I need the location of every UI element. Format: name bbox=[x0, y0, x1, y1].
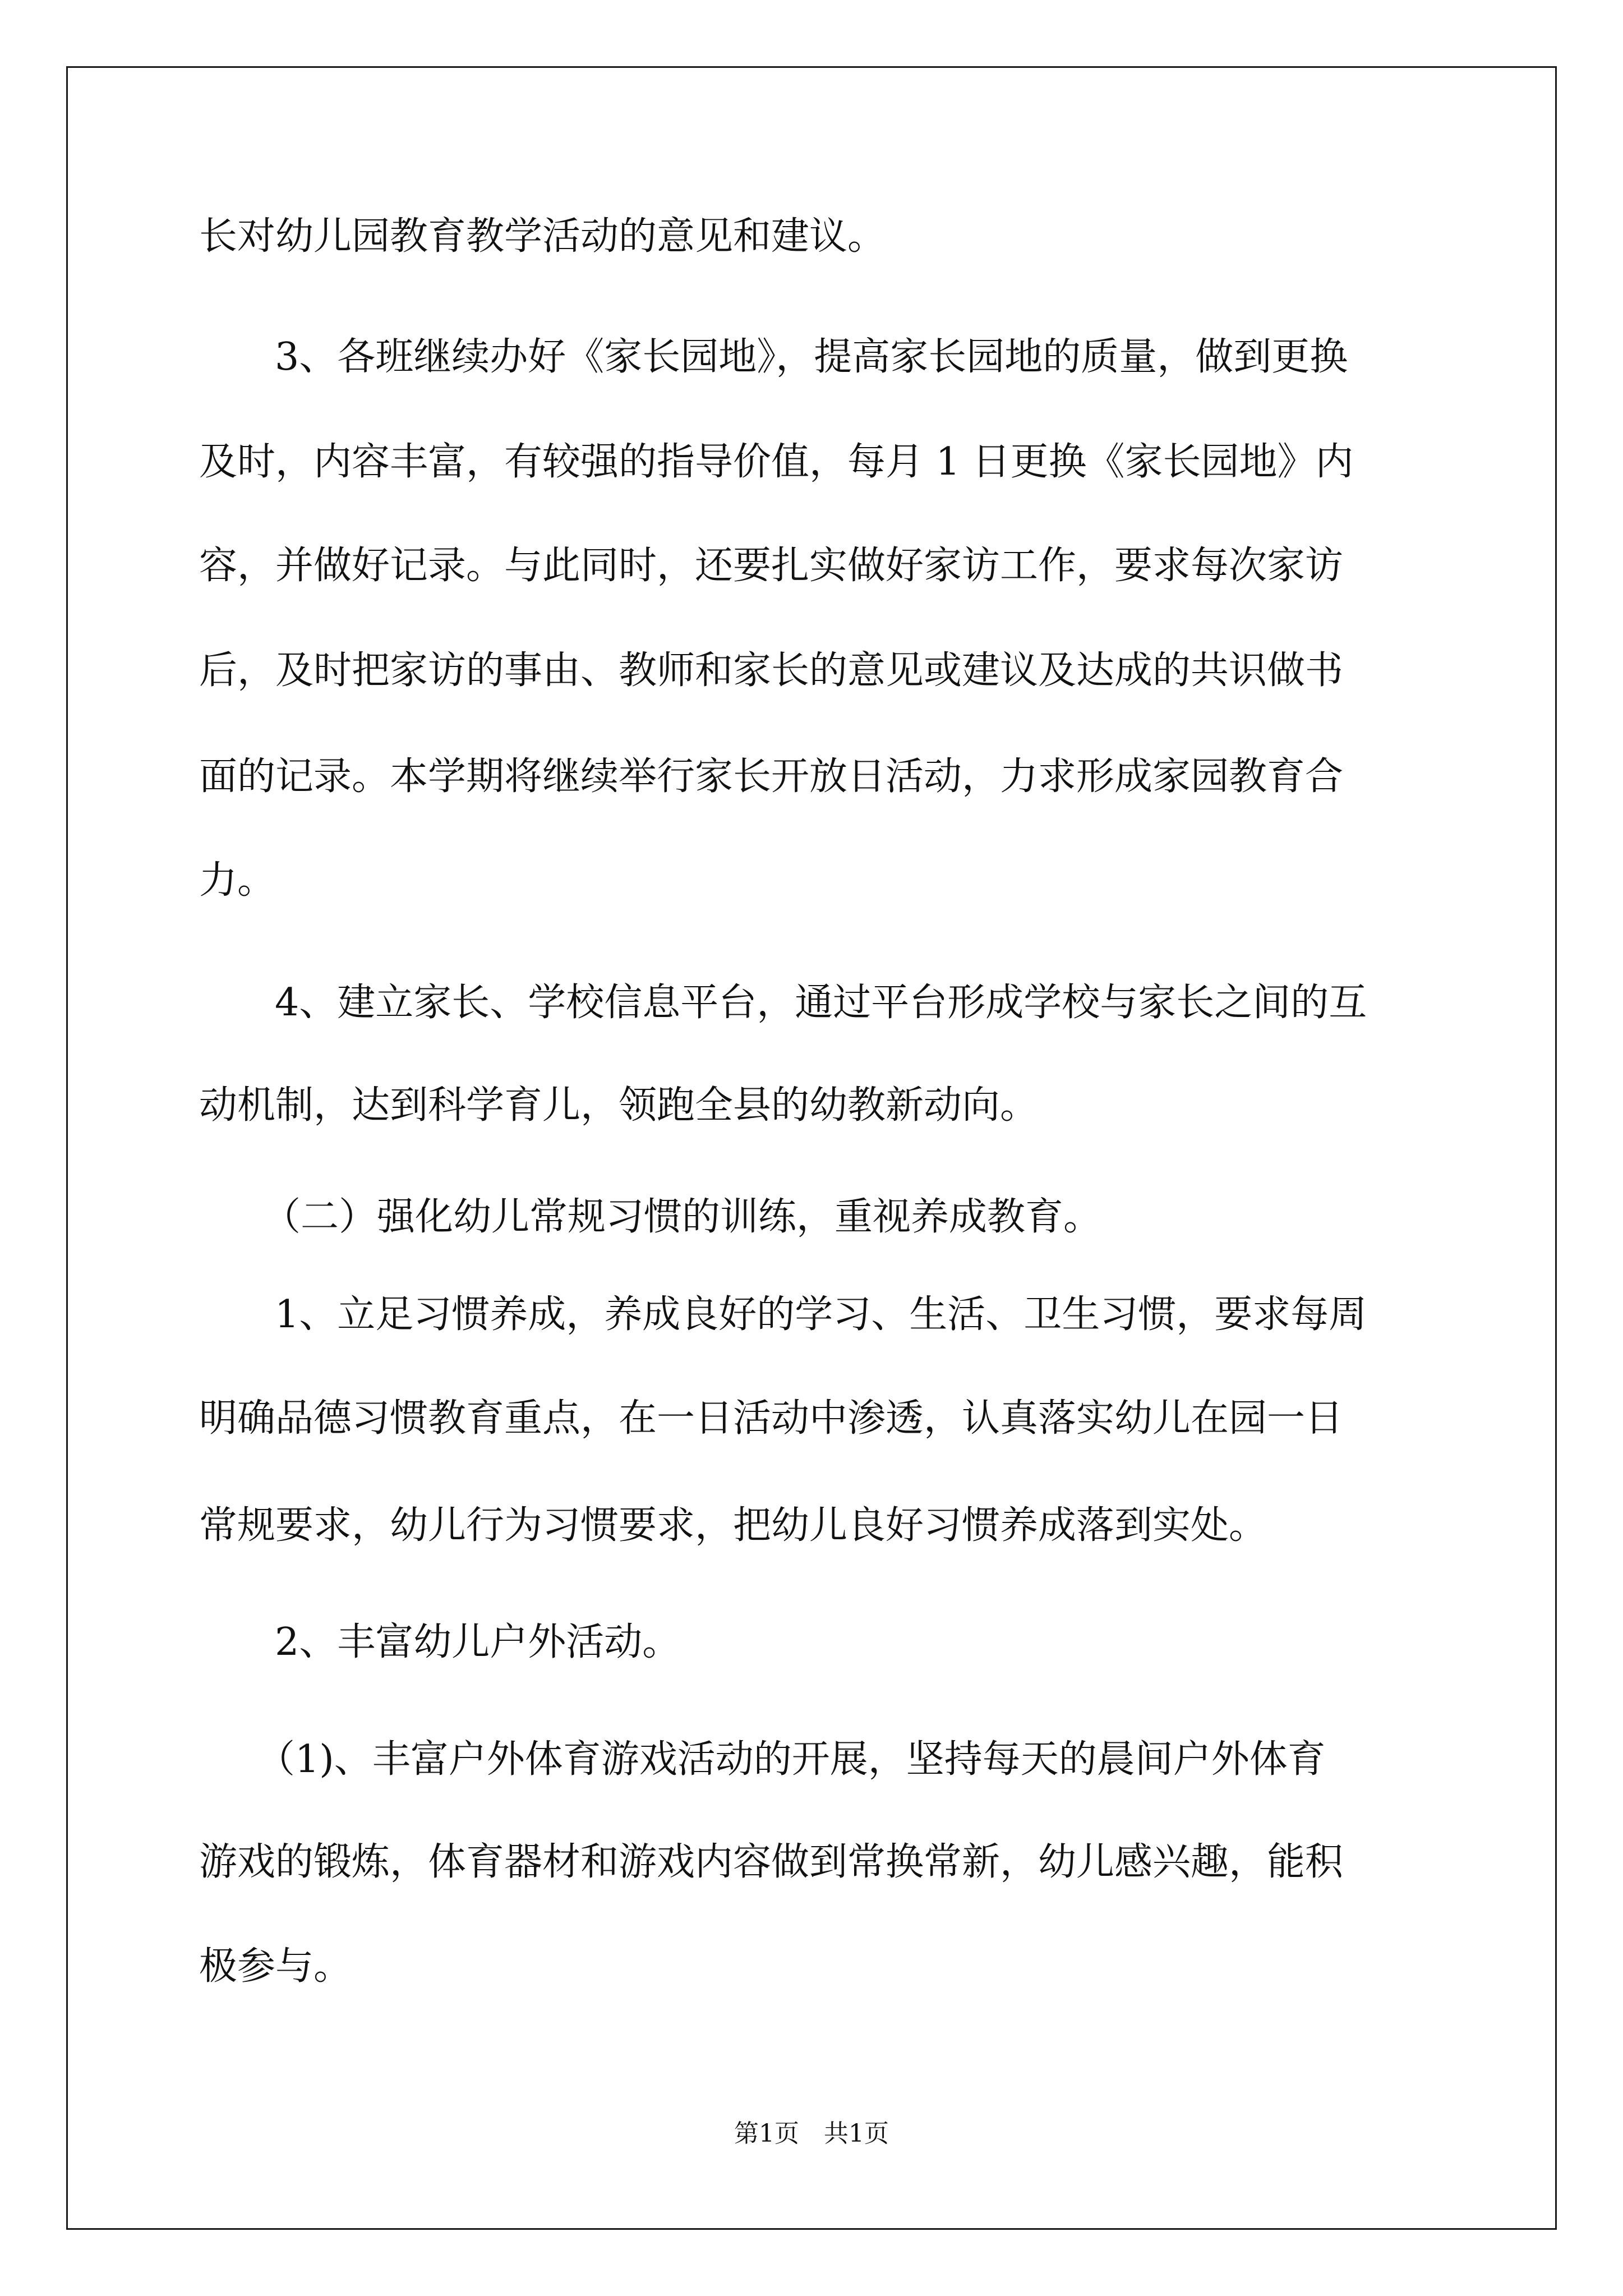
text-line: 长对幼儿园教育教学活动的意见和建议。 bbox=[199, 214, 886, 259]
text-line: 游戏的锻炼，体育器材和游戏内容做到常换常新，幼儿感兴趣，能积 bbox=[199, 1840, 1344, 1884]
text-line: 明确品德习惯教育重点，在一日活动中渗透，认真落实幼儿在园一日 bbox=[199, 1396, 1344, 1441]
text-line: 常规要求，幼儿行为习惯要求，把幼儿良好习惯养成落到实处。 bbox=[199, 1503, 1267, 1548]
text-line: 面的记录。本学期将继续举行家长开放日活动，力求形成家园教育合 bbox=[199, 754, 1344, 799]
page-number-footer: 第1页 共1页 bbox=[734, 2119, 889, 2148]
text-line: 及时，内容丰富，有较强的指导价值，每月 1 日更换《家长园地》内 bbox=[199, 440, 1354, 484]
section-heading: （二）强化幼儿常规习惯的训练，重视养成教育。 bbox=[262, 1195, 1102, 1239]
text-line: 1、立足习惯养成，养成良好的学习、生活、卫生习惯，要求每周 bbox=[275, 1292, 1367, 1337]
text-line: 力。 bbox=[199, 858, 276, 903]
text-line: 容，并做好记录。与此同时，还要扎实做好家访工作，要求每次家访 bbox=[199, 544, 1344, 588]
text-line: 动机制，达到科学育儿，领跑全县的幼教新动向。 bbox=[199, 1083, 1039, 1128]
text-line: （1)、丰富户外体育游戏活动的开展，坚持每天的晨间户外体育 bbox=[257, 1737, 1326, 1782]
text-line: 3、各班继续办好《家长园地》，提高家长园地的质量，做到更换 bbox=[275, 335, 1348, 379]
text-line: 后，及时把家访的事由、教师和家长的意见或建议及达成的共识做书 bbox=[199, 648, 1344, 693]
text-line: 极参与。 bbox=[199, 1944, 352, 1989]
text-line: 4、建立家长、学校信息平台，通过平台形成学校与家长之间的互 bbox=[275, 981, 1367, 1025]
text-line: 2、丰富幼儿户外活动。 bbox=[275, 1620, 681, 1664]
page-border bbox=[66, 66, 1557, 2230]
